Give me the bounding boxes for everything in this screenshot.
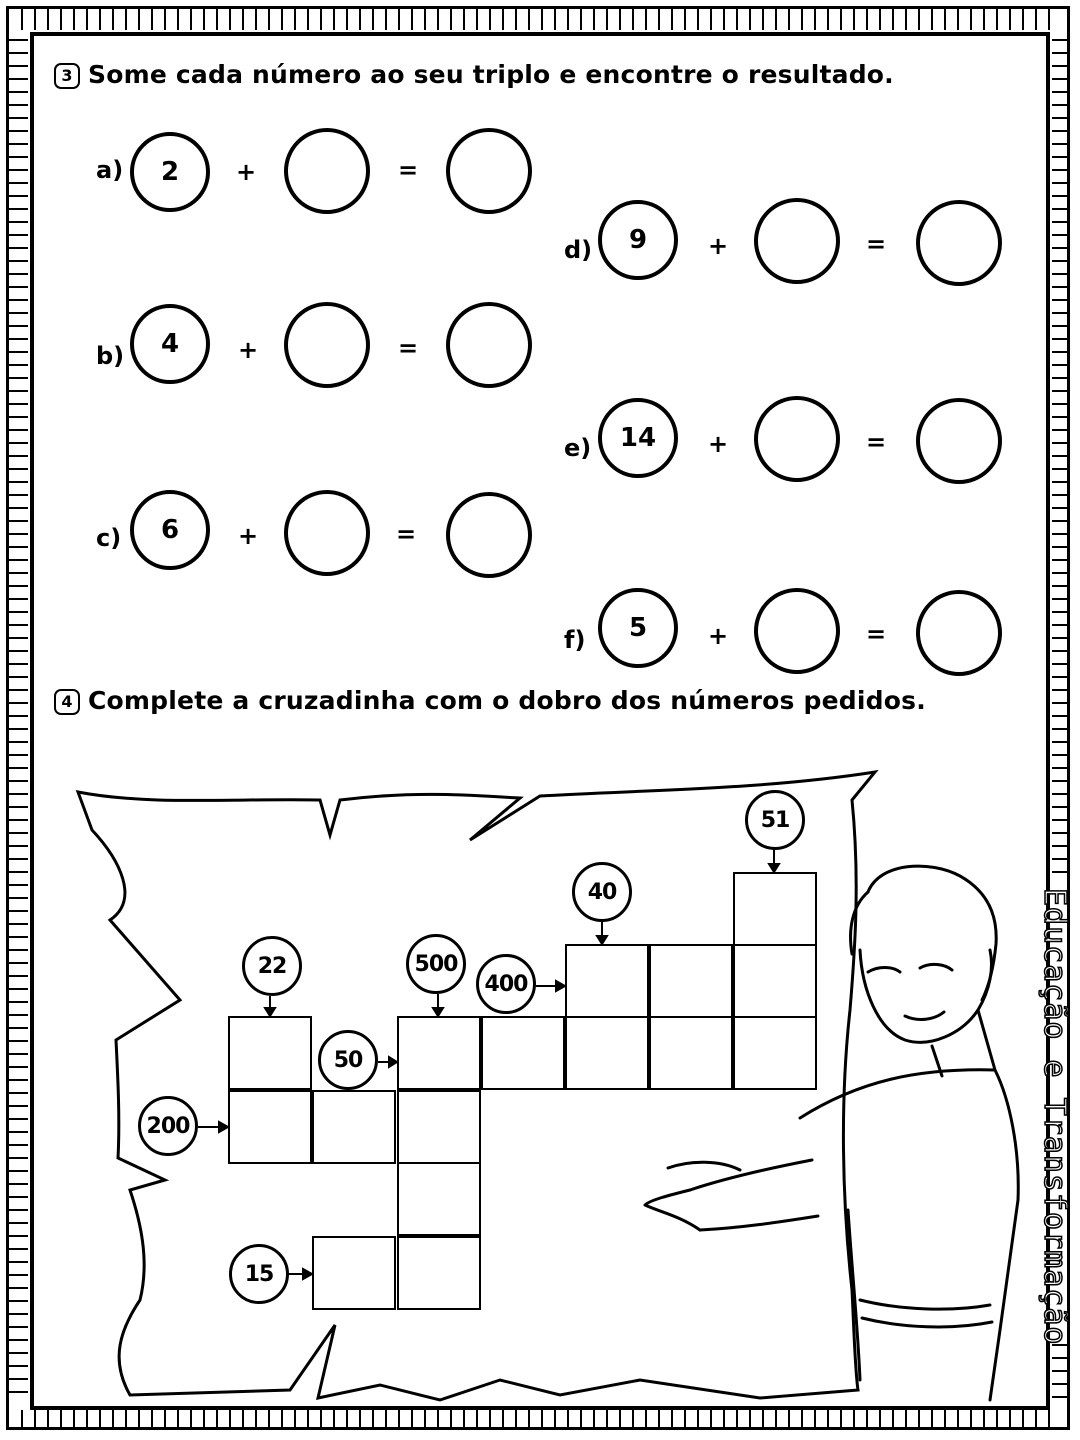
equals-sign: =	[866, 428, 887, 456]
plus-sign: +	[708, 430, 729, 458]
item-e-number-circle: 14	[598, 398, 678, 478]
clue-15: 15	[229, 1244, 289, 1304]
item-d-label: d)	[564, 236, 593, 264]
equals-sign: =	[396, 520, 417, 548]
clue-500: 500	[406, 934, 466, 994]
clue-50: 50	[318, 1030, 378, 1090]
item-e-label: e)	[564, 434, 592, 462]
exercise-4-text: Complete a cruzadinha com o dobro dos números pedidos.	[88, 686, 926, 715]
clue-22: 22	[242, 936, 302, 996]
equals-sign: =	[398, 334, 419, 362]
item-c-label: c)	[96, 524, 122, 552]
exercise-3-number: 3	[54, 63, 80, 89]
item-b-number-circle: 4	[130, 304, 210, 384]
equals-sign: =	[866, 620, 887, 648]
clue-200: 200	[138, 1096, 198, 1156]
item-d-number-circle: 9	[598, 200, 678, 280]
plus-sign: +	[708, 232, 729, 260]
item-b-label: b)	[96, 342, 125, 370]
item-a-label: a)	[96, 156, 124, 184]
equals-sign: =	[866, 230, 887, 258]
item-f-label: f)	[564, 626, 586, 654]
clue-40: 40	[572, 862, 632, 922]
item-c-number-circle: 6	[130, 490, 210, 570]
exercise-3-text: Some cada número ao seu triplo e encontre o resultado.	[88, 60, 894, 89]
plus-sign: +	[238, 522, 259, 550]
watermark-vertical: Educação e Transformação	[1037, 888, 1072, 1346]
clue-51: 51	[745, 790, 805, 850]
item-f-number-circle: 5	[598, 588, 678, 668]
plus-sign: +	[238, 336, 259, 364]
plus-sign: +	[236, 158, 257, 186]
clue-400: 400	[476, 954, 536, 1014]
item-a-number-circle: 2	[130, 132, 210, 212]
exercise-4-number: 4	[54, 689, 80, 715]
plus-sign: +	[708, 622, 729, 650]
equals-sign: =	[398, 156, 419, 184]
